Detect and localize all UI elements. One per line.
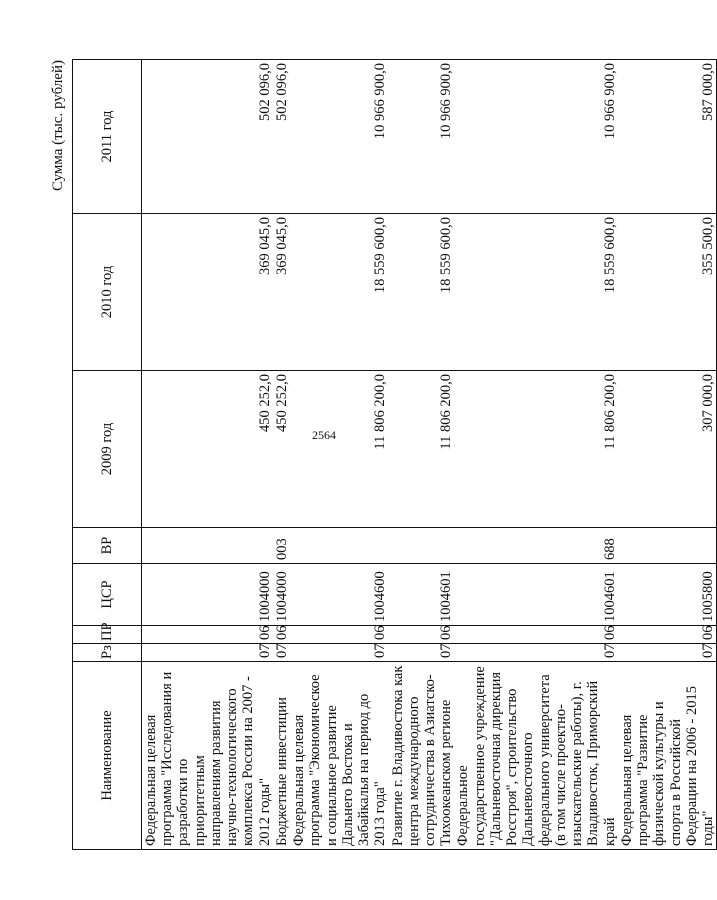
row-2009: 11 806 200,0: [389, 371, 455, 528]
row-pr: 06: [142, 626, 273, 644]
page-number: 2564: [312, 428, 336, 442]
row-rz: 07: [454, 644, 617, 662]
row-2010: 369 045,0: [142, 214, 273, 371]
header-name: Наименование: [73, 662, 142, 850]
row-2011: 10 966 900,0: [454, 60, 617, 214]
header-2009: 2009 год: [73, 371, 142, 528]
units-caption: Сумма (тыс. рублей): [50, 60, 66, 192]
row-vr: 003: [273, 528, 290, 564]
row-2010: 355 500,0: [618, 214, 717, 371]
row-rz: 07: [618, 644, 717, 662]
table-row: [273, 60, 290, 850]
row-vr: [389, 528, 455, 564]
row-2010: 369 045,0: [273, 214, 290, 371]
row-name: Развитие г. Владивостока как центра международного сотрудничества в Азиатско-Тихоокеанском регионе: [389, 662, 455, 850]
row-pr: 06: [389, 626, 455, 644]
rotated-table-page: [50, 60, 716, 850]
table-row: [618, 60, 717, 850]
row-pr: 06: [618, 626, 717, 644]
table-header: [73, 60, 142, 850]
row-rz: 07: [273, 644, 290, 662]
row-csr: 1004601: [389, 564, 455, 626]
table-row: [142, 60, 273, 850]
budget-table: [72, 59, 717, 850]
row-vr: [618, 528, 717, 564]
table-row: [454, 60, 617, 850]
row-2011: 587 000,0: [618, 60, 717, 214]
header-rz: Рз: [73, 644, 142, 662]
row-2011: 10 966 900,0: [290, 60, 388, 214]
row-name: Бюджетные инвестиции: [273, 662, 290, 850]
header-2011: 2011 год: [73, 60, 142, 214]
row-2010: 18 559 600,0: [454, 214, 617, 371]
row-name: Федеральная целевая программа "Исследования и разработки по приоритетным направлениям развития научно-технологического комплекса России на 2007 - 2012 годы": [142, 662, 273, 850]
row-2009: 11 806 200,0: [454, 371, 617, 528]
row-csr: 1004000: [273, 564, 290, 626]
row-vr: 688: [454, 528, 617, 564]
row-name: Федеральная целевая программа "Экономическое и социальное развитие Дальнего Востока и Забайкалья на период до 2013 года": [290, 662, 388, 850]
row-rz: 07: [142, 644, 273, 662]
row-2010: 18 559 600,0: [290, 214, 388, 371]
table-row: [389, 60, 455, 850]
row-csr: 1005800: [618, 564, 717, 626]
row-csr: 1004601: [454, 564, 617, 626]
row-2010: 18 559 600,0: [389, 214, 455, 371]
header-2010: 2010 год: [73, 214, 142, 371]
row-name: Федеральная целевая программа "Развитие физической культуры и спорта в Российской Федерации на 2006 - 2015 годы": [618, 662, 717, 850]
row-2009: 450 252,0: [273, 371, 290, 528]
row-2011: 502 096,0: [142, 60, 273, 214]
row-rz: 07: [290, 644, 388, 662]
row-2009: 307 000,0: [618, 371, 717, 528]
row-pr: 06: [290, 626, 388, 644]
table-body: [142, 60, 717, 850]
row-2009: 450 252,0: [142, 371, 273, 528]
row-pr: 06: [454, 626, 617, 644]
row-name: Федеральное государственное учреждение "Дальневосточная дирекция Росстроя", строительство Дальневосточного федерального университета (в том числе проектно-изыскательские работы), г. Владивосток, Приморский край: [454, 662, 617, 850]
row-vr: [290, 528, 388, 564]
row-2009: 11 806 200,0: [290, 371, 388, 528]
row-rz: 07: [389, 644, 455, 662]
header-vr: ВР: [73, 528, 142, 564]
row-vr: [142, 528, 273, 564]
header-pr: ПР: [73, 626, 142, 644]
row-2011: 10 966 900,0: [389, 60, 455, 214]
header-csr: ЦСР: [73, 564, 142, 626]
row-csr: 1004000: [142, 564, 273, 626]
row-csr: 1004600: [290, 564, 388, 626]
row-pr: 06: [273, 626, 290, 644]
row-2011: 502 096,0: [273, 60, 290, 214]
table-row: [290, 60, 388, 850]
